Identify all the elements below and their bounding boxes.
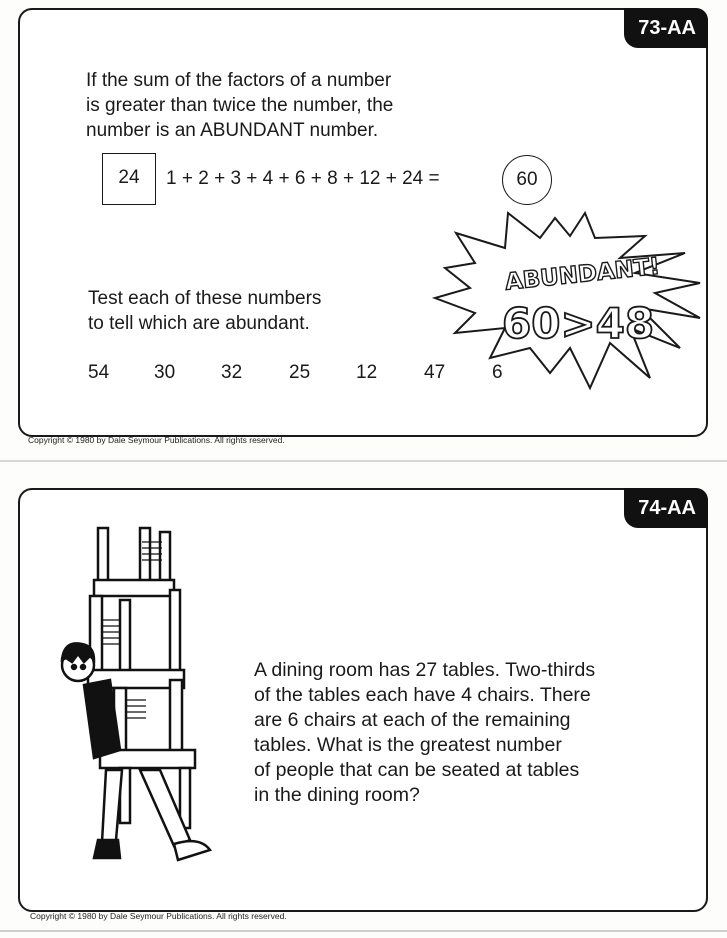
example-number: 24: [118, 167, 140, 188]
example-result-circle: [502, 155, 552, 205]
bottom-edge: [0, 930, 727, 932]
intro-text: [86, 68, 393, 143]
test-number: 30: [154, 362, 176, 383]
instruction-line: Test each of these numbers: [88, 288, 322, 309]
intro-line: number is an ABUNDANT number.: [86, 120, 379, 141]
copyright-text: Copyright © 1980 by Dale Seymour Publications. All rights reserved.: [28, 435, 285, 445]
problem-text: [254, 658, 595, 808]
test-number: 32: [221, 362, 243, 383]
example-result: 60: [516, 169, 538, 190]
test-number: 25: [289, 362, 311, 383]
instruction-text: [88, 286, 321, 336]
intro-line: If the sum of the factors of a number: [86, 70, 392, 91]
test-number: 12: [356, 362, 378, 383]
copyright-text: Copyright © 1980 by Dale Seymour Publications. All rights reserved.: [30, 911, 287, 921]
card-tag: 74-AA: [624, 488, 708, 528]
problem-line: of people that can be seated at tables: [254, 759, 580, 781]
problem-line: of the tables each have 4 chairs. There: [254, 684, 591, 706]
example-sum: 1 + 2 + 3 + 4 + 6 + 8 + 12 + 24 =: [166, 168, 440, 189]
card-tag: 73-AA: [624, 8, 708, 48]
burst-word: ABUNDANT!: [503, 253, 662, 296]
burst-comparison: 60>48: [502, 299, 655, 348]
card-73-aa: [18, 8, 708, 437]
boy-with-chairs-illustration: [50, 520, 230, 870]
abundant-burst: [430, 208, 705, 398]
example-number-box: [102, 153, 156, 205]
test-number: 6: [492, 362, 503, 383]
card-separator: [0, 460, 727, 462]
test-number: 54: [88, 362, 110, 383]
problem-line: A dining room has 27 tables. Two-thirds: [254, 659, 596, 681]
instruction-line: to tell which are abundant.: [88, 313, 310, 334]
problem-line: tables. What is the greatest number: [254, 734, 562, 756]
problem-line: are 6 chairs at each of the remaining: [254, 709, 571, 731]
intro-line: is greater than twice the number, the: [86, 95, 394, 116]
problem-line: in the dining room?: [254, 784, 420, 806]
card-74-aa: [18, 488, 708, 912]
test-number: 47: [424, 362, 446, 383]
